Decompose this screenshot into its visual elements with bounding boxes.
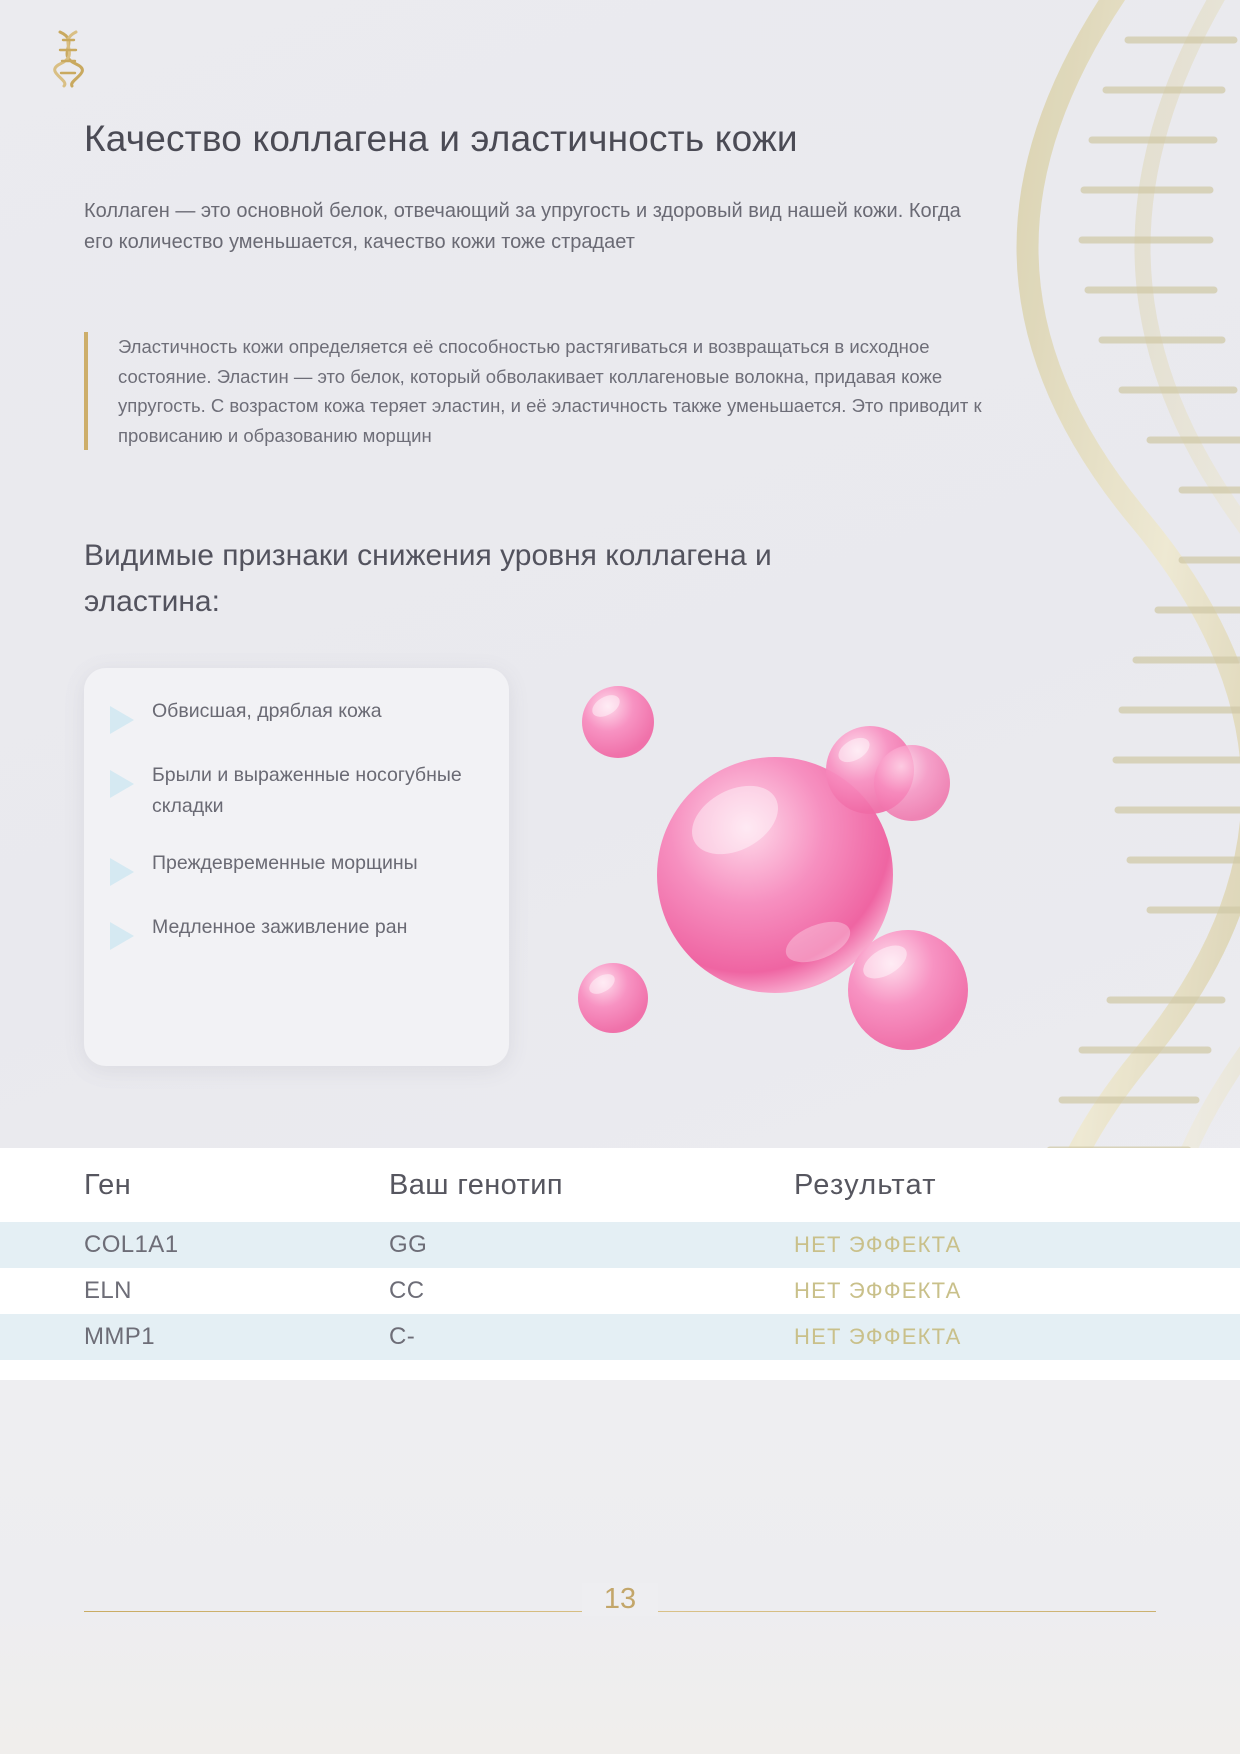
section-subtitle: Видимые признаки снижения уровня коллагена и эластина:: [84, 539, 772, 618]
sign-label: Брыли и выраженные носогубные складки: [152, 764, 462, 817]
column-header-gene: Ген: [84, 1168, 132, 1201]
cell-gene: MMP1: [84, 1323, 155, 1350]
quote-block: Эластичность кожи определяется её способностью растягиваться и возвращаться в исходное состояние. Эластин — это белок, который обволакивает коллагеновые волокна, придавая коже упругость. С возрастом кожа теряет эластин, и её эластичность также уменьшается. Это приводит к провисанию и образованию морщин: [84, 332, 998, 450]
intro-paragraph: Коллаген — это основной белок, отвечающий за упругость и здоровый вид нашей кожи. Когда его количество уменьшается, качество кожи тоже страдает: [84, 200, 961, 253]
list-item: [106, 848, 491, 886]
dna-helix-logo-icon: [42, 28, 96, 90]
column-header-genotype: Ваш генотип: [389, 1168, 563, 1201]
triangle-bullet-icon: [110, 858, 134, 886]
cell-gene: COL1A1: [84, 1231, 179, 1258]
sign-label: Медленное заживление ран: [152, 916, 408, 938]
page-title: Качество коллагена и эластичность кожи: [84, 118, 798, 159]
sign-label: Преждевременные морщины: [152, 852, 418, 874]
cell-genotype: C-: [389, 1323, 416, 1350]
table-header-row: [0, 1148, 1240, 1222]
triangle-bullet-icon: [110, 706, 134, 734]
column-header-result: Результат: [794, 1168, 937, 1201]
page-bottom-background: [0, 1380, 1240, 1754]
genetics-results-table: [0, 1148, 1240, 1360]
table-row: [0, 1222, 1240, 1268]
sign-label: Обвисшая, дряблая кожа: [152, 700, 382, 722]
cell-genotype: CC: [389, 1277, 425, 1304]
list-item: [106, 912, 491, 950]
table-row: [0, 1268, 1240, 1314]
triangle-bullet-icon: [110, 922, 134, 950]
cell-result: НЕТ ЭФФЕКТА: [794, 1278, 962, 1303]
signs-list: [106, 696, 491, 950]
cell-result: НЕТ ЭФФЕКТА: [794, 1232, 962, 1257]
cell-gene: ELN: [84, 1277, 132, 1304]
table-row: [0, 1314, 1240, 1360]
cell-result: НЕТ ЭФФЕКТА: [794, 1324, 962, 1349]
list-item: [106, 760, 491, 822]
visible-signs-card: [84, 668, 509, 1066]
collagen-bubbles-illustration: [540, 650, 1060, 1110]
list-item: [106, 696, 491, 734]
page-number-value: 13: [582, 1583, 658, 1616]
triangle-bullet-icon: [110, 770, 134, 798]
page-number: [0, 1583, 1240, 1616]
cell-genotype: GG: [389, 1231, 428, 1258]
